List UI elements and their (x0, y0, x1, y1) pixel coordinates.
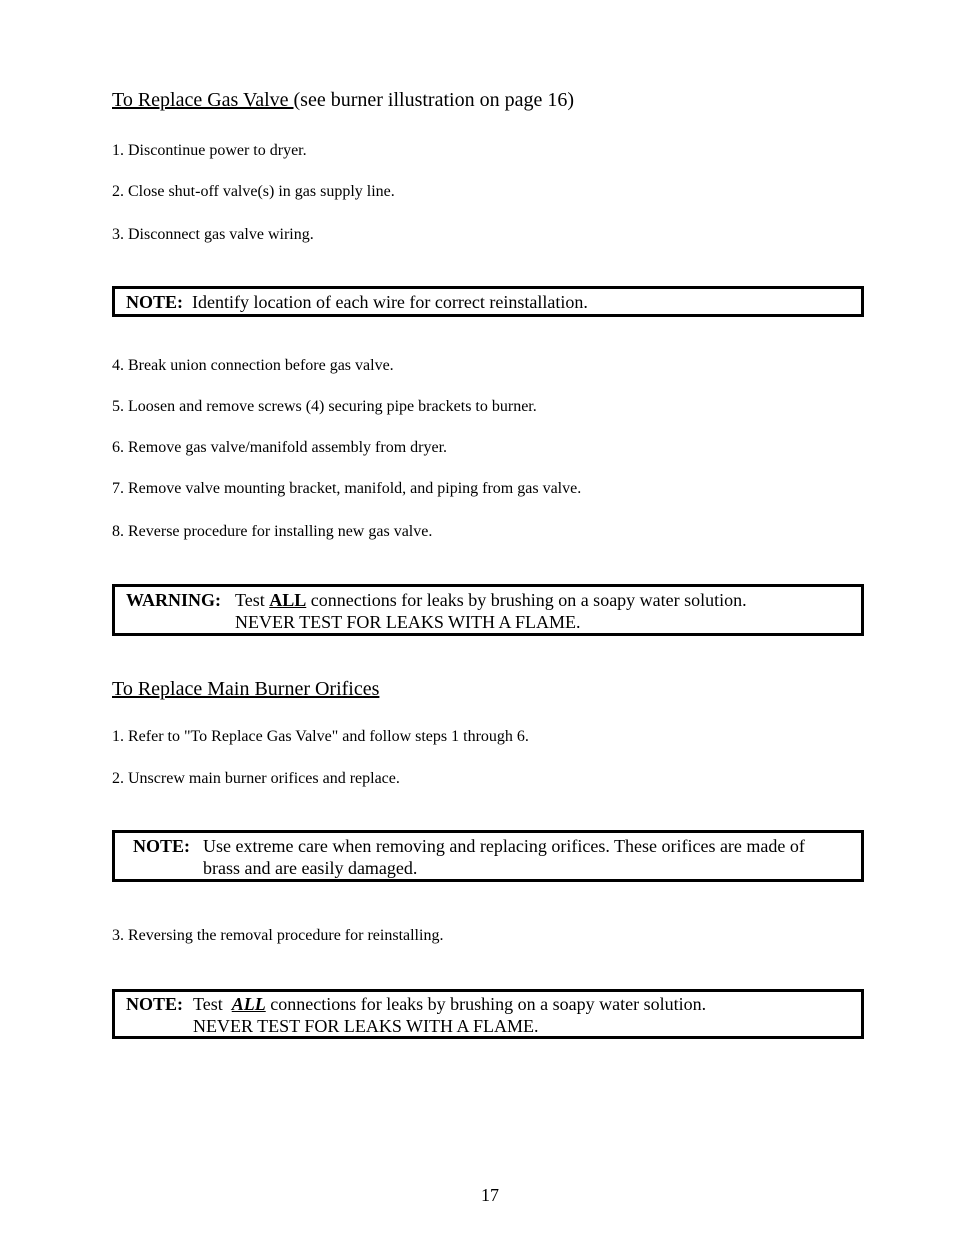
final-note-box (112, 989, 864, 1039)
warning-label: WARNING: (126, 590, 222, 610)
orifice-note-label-row (133, 835, 190, 857)
step-4: 4. Break union connection before gas valve. (112, 357, 394, 374)
orifice-note-line-2: brass and are easily damaged. (203, 858, 418, 878)
warning-text-pre: Test (235, 590, 270, 610)
warning-text-line-2: NEVER TEST FOR LEAKS WITH A FLAME. (235, 612, 581, 632)
step-7: 7. Remove valve mounting bracket, manifold, and piping from gas valve. (112, 480, 582, 497)
orifice-step-2: 2. Unscrew main burner orifices and replace. (112, 770, 400, 787)
step-2: 2. Close shut-off valve(s) in gas supply line. (112, 183, 395, 200)
step-3: 3. Disconnect gas valve wiring. (112, 226, 314, 243)
final-note-label-row (126, 993, 183, 1015)
final-note-text-post: connections for leaks by brushing on a soapy water solution. (265, 994, 707, 1014)
section-title-replace-gas-valve (112, 88, 574, 112)
note-label: NOTE: (126, 292, 184, 312)
section-title-reference: (see burner illustration on page 16) (293, 89, 574, 111)
section-title-main: To Replace Gas Valve (112, 89, 294, 111)
warning-line-1 (126, 589, 221, 611)
orifice-step-3: 3. Reversing the removal procedure for reinstalling. (112, 927, 444, 944)
step-8: 8. Reverse procedure for installing new gas valve. (112, 523, 433, 540)
note-box-wiring (112, 286, 864, 317)
note-box-orifices (112, 830, 864, 882)
step-5: 5. Loosen and remove screws (4) securing pipe brackets to burner. (112, 398, 537, 415)
warning-text-line-1 (235, 589, 747, 611)
page-number: 17 (481, 1185, 499, 1205)
orifice-note-label: NOTE: (133, 836, 191, 856)
warning-emphasis-all: ALL (269, 590, 307, 610)
section-title-replace-orifices: To Replace Main Burner Orifices (112, 678, 380, 700)
final-note-label: NOTE: (126, 994, 184, 1014)
warning-box (112, 584, 864, 636)
final-note-line-2: NEVER TEST FOR LEAKS WITH A FLAME. (193, 1016, 539, 1036)
note-text: Identify location of each wire for correct reinstallation. (192, 292, 588, 312)
warning-text-post: connections for leaks by brushing on a soapy water solution. (306, 590, 747, 610)
step-1: 1. Discontinue power to dryer. (112, 142, 307, 159)
step-6: 6. Remove gas valve/manifold assembly from dryer. (112, 439, 448, 456)
orifice-step-1: 1. Refer to "To Replace Gas Valve" and follow steps 1 through 6. (112, 728, 529, 745)
final-note-text-pre: Test (193, 994, 232, 1014)
note-text-row (126, 291, 588, 313)
orifice-note-line-1: Use extreme care when removing and replacing orifices. These orifices are made of (203, 836, 805, 856)
final-note-emphasis-all: ALL (231, 994, 266, 1014)
final-note-line-1 (193, 993, 706, 1015)
